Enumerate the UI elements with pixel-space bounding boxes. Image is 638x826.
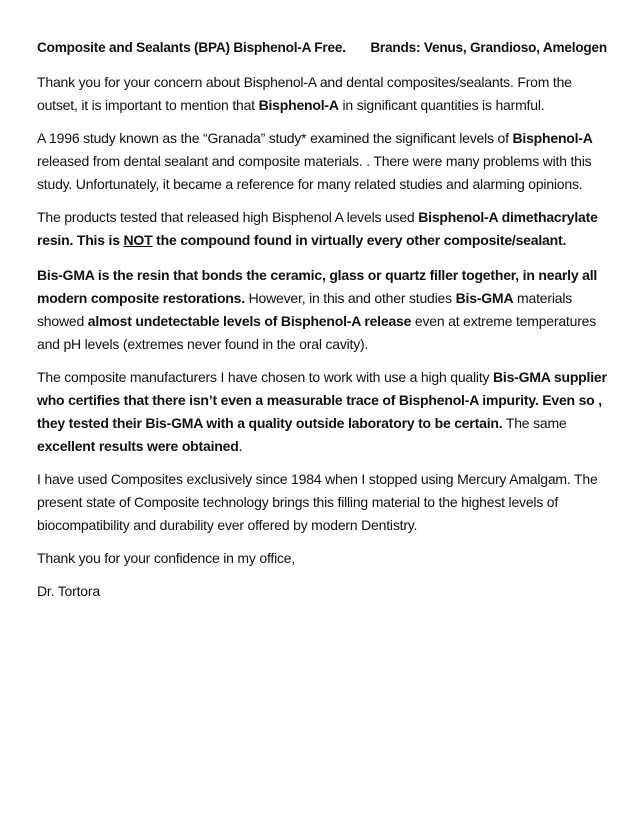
bisgma-text-3: even at extreme temperatures and pH levels (extremes never found in the oral cavity).	[37, 313, 597, 352]
letter-header	[37, 36, 607, 59]
products-underline-not: NOT	[123, 232, 153, 248]
experience-paragraph	[37, 468, 607, 537]
bisgma-bold-2: Bis-GMA	[455, 290, 514, 306]
products-paragraph	[37, 206, 607, 252]
granada-text-1: A 1996 study known as the “Granada” study* examined the significant levels of	[37, 130, 513, 146]
products-bold-2: the compound found in virtually every other composite/sealant.	[152, 232, 567, 248]
manufacturers-text-2: The same	[502, 415, 567, 431]
granada-paragraph	[37, 127, 607, 196]
bisgma-bold-1: Bis-GMA is the resin that bonds the ceramic, glass or quartz filler together, in nearly all modern composite restorations.	[37, 267, 598, 306]
granada-bold-1: Bisphenol-A	[512, 130, 593, 146]
manufacturers-text-1: The composite manufacturers I have chosen to work with use a high quality	[37, 369, 493, 385]
products-text-1: The products tested that released high Bisphenol A levels used	[37, 209, 419, 225]
closing-paragraph	[37, 547, 607, 570]
letter-page	[37, 36, 607, 613]
manufacturers-paragraph	[37, 366, 607, 458]
bisgma-paragraph	[37, 264, 607, 356]
bisgma-text-2: materials showed	[37, 290, 573, 329]
signature-name: Dr. Tortora	[37, 583, 100, 599]
signature	[37, 580, 607, 603]
closing-text: Thank you for your confidence in my office,	[37, 550, 296, 566]
bisgma-text-1: However, in this and other studies	[244, 290, 456, 306]
page-title: Composite and Sealants (BPA) Bisphenol-A Free.	[37, 40, 346, 55]
products-bold-1: Bisphenol-A dimethacrylate resin. This is	[37, 209, 598, 248]
intro-bold-1: Bisphenol-A	[258, 97, 339, 113]
intro-text-2: in significant quantities is harmful.	[338, 97, 545, 113]
brands-line: Brands: Venus, Grandioso, Amelogen	[370, 40, 607, 55]
manufacturers-bold-2: excellent results were obtained	[37, 438, 239, 454]
manufacturers-bold-1: Bis-GMA supplier who certifies that there isn’t even a measurable trace of Bisphenol-A impurity. Even so , they tested their Bis-GMA with a quality outside laboratory to be certain.	[37, 369, 607, 431]
intro-text-1: Thank you for your concern about Bisphenol-A and dental composites/sealants. From the outset, it is important to mention that	[37, 74, 572, 113]
experience-text-1: I have used Composites exclusively since 1984 when I stopped using Mercury Amalgam. The present state of Composite technology brings this filling material to the highest levels of biocompatibility and durability ever offered by modern Dentistry.	[37, 471, 598, 533]
granada-text-2: released from dental sealant and composite materials. . There were many problems with this study. Unfortunately, it became a reference for many related studies and alarming opinions.	[37, 153, 592, 192]
bisgma-bold-3: almost undetectable levels of Bisphenol-A release	[87, 313, 412, 329]
manufacturers-text-3: .	[238, 438, 243, 454]
intro-paragraph	[37, 71, 607, 117]
